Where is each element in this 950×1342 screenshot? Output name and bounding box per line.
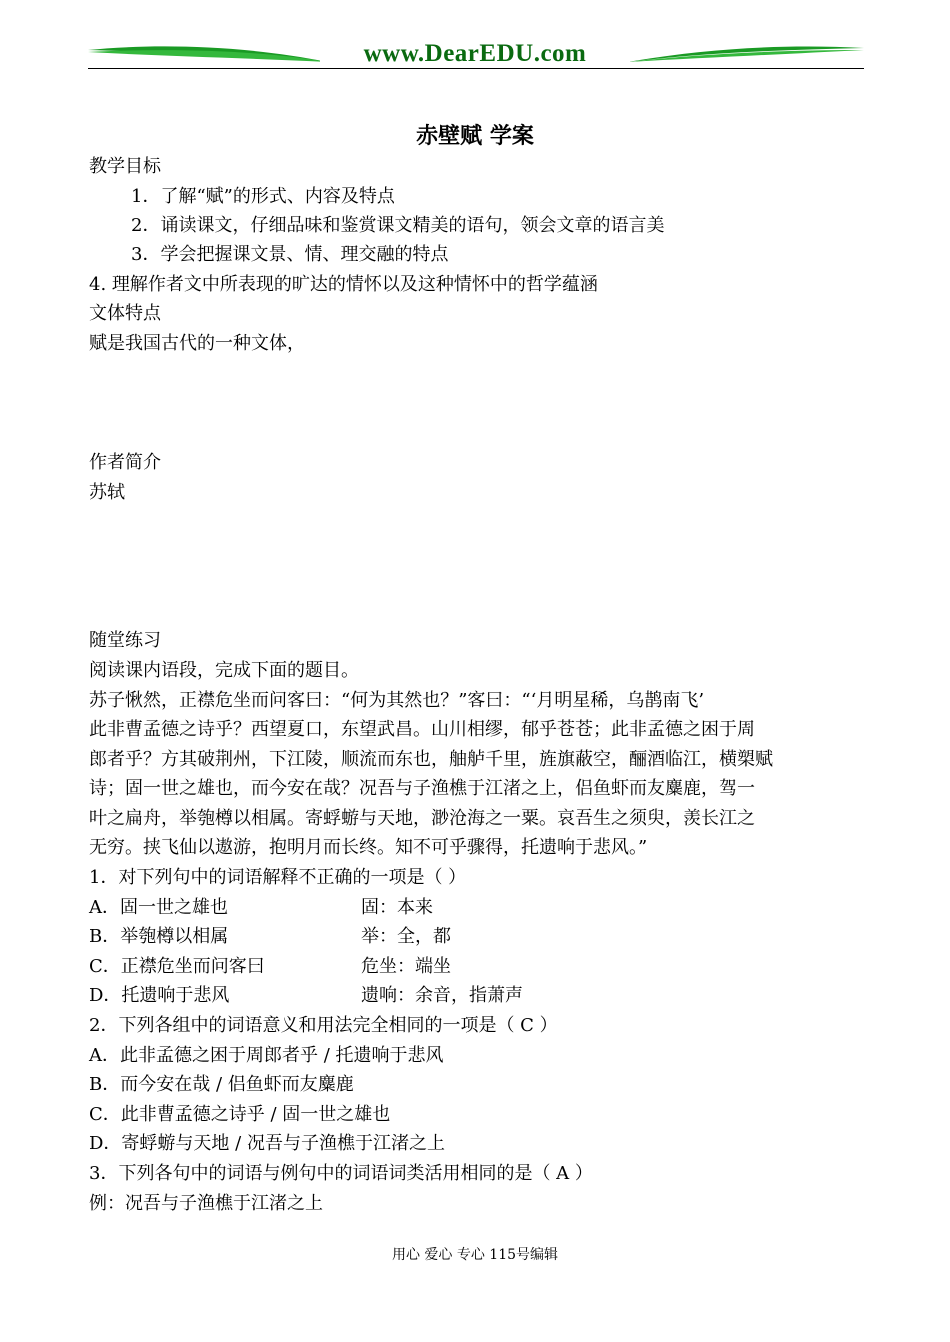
passage-line: 诗；固一世之雄也，而今安在哉？况吾与子渔樵于江渚之上，侣鱼虾而友麋鹿，驾一 xyxy=(89,778,755,799)
practice-heading: 随堂练习 xyxy=(89,630,161,651)
option-text: C．正襟危坐而问客曰 xyxy=(89,956,265,977)
question-2-option: C．此非曹孟德之诗乎 / 固一世之雄也 xyxy=(89,1104,391,1125)
option-text: D．托遗响于悲风 xyxy=(89,985,230,1006)
question-3-example: 例：况吾与子渔樵于江渚之上 xyxy=(89,1193,323,1214)
passage-line: 郎者乎？方其破荆州，下江陵，顺流而东也，舳舻千里，旌旗蔽空，酾酒临江，横槊赋 xyxy=(89,749,773,770)
option-gloss: 遗响：余音，指萧声 xyxy=(361,985,523,1006)
option-text: B．举匏樽以相属 xyxy=(89,926,229,947)
option-text: A．固一世之雄也 xyxy=(89,897,228,918)
question-2-option: A．此非孟德之困于周郎者乎 / 托遗响于悲风 xyxy=(89,1045,444,1066)
passage-line: 叶之扁舟，举匏樽以相属。寄蜉蝣与天地，渺沧海之一粟。哀吾生之须臾，羡长江之 xyxy=(89,808,755,829)
page-footer: 用心 爱心 专心 115号编辑 xyxy=(391,1247,559,1263)
question-2-option: B．而今安在哉 / 侣鱼虾而友麋鹿 xyxy=(89,1074,354,1095)
practice-instruction: 阅读课内语段，完成下面的题目。 xyxy=(89,660,359,681)
objective-item: 4. 理解作者文中所表现的旷达的情怀以及这种情怀中的哲学蕴涵 xyxy=(89,274,598,295)
passage-line: 苏子愀然，正襟危坐而问客曰：“何为其然也？”客曰：“‘月明星稀，乌鹊南飞’ xyxy=(89,690,705,711)
question-1-option xyxy=(89,893,433,923)
question-1-option xyxy=(89,922,451,952)
question-1-stem: 1．对下列句中的词语解释不正确的一项是（ ） xyxy=(89,867,467,888)
author-name: 苏轼 xyxy=(89,482,125,503)
question-3-stem: 3．下列各句中的词语与例句中的词语词类活用相同的是（ A ） xyxy=(89,1163,593,1184)
option-gloss: 固：本来 xyxy=(361,897,433,918)
objective-item: 1．了解“赋”的形式、内容及特点 xyxy=(131,186,395,207)
question-2-stem: 2．下列各组中的词语意义和用法完全相同的一项是（ C ） xyxy=(89,1015,558,1036)
style-heading: 文体特点 xyxy=(89,303,161,324)
style-text: 赋是我国古代的一种文体， xyxy=(89,333,305,354)
objective-item: 2．诵读课文，仔细品味和鉴赏课文精美的语句，领会文章的语言美 xyxy=(131,215,665,236)
option-gloss: 举：全，都 xyxy=(361,926,451,947)
passage-line: 此非曹孟德之诗乎？西望夏口，东望武昌。山川相缪，郁乎苍苍；此非孟德之困于周 xyxy=(89,719,755,740)
passage-line: 无穷。挟飞仙以遨游，抱明月而长终。知不可乎骤得，托遗响于悲风。” xyxy=(89,837,648,858)
site-logo-text: www.DearEDU.com xyxy=(320,40,630,68)
option-gloss: 危坐：端坐 xyxy=(361,956,451,977)
objective-item: 3．学会把握课文景、情、理交融的特点 xyxy=(131,244,449,265)
objectives-heading: 教学目标 xyxy=(89,156,161,177)
author-heading: 作者简介 xyxy=(89,452,161,473)
question-1-option xyxy=(89,952,451,982)
header-divider xyxy=(88,68,864,69)
page-title: 赤壁赋 学案 xyxy=(416,124,534,149)
site-header-banner xyxy=(88,38,864,72)
question-2-option: D．寄蜉蝣与天地 / 况吾与子渔樵于江渚之上 xyxy=(89,1133,445,1154)
question-1-option xyxy=(89,981,523,1011)
